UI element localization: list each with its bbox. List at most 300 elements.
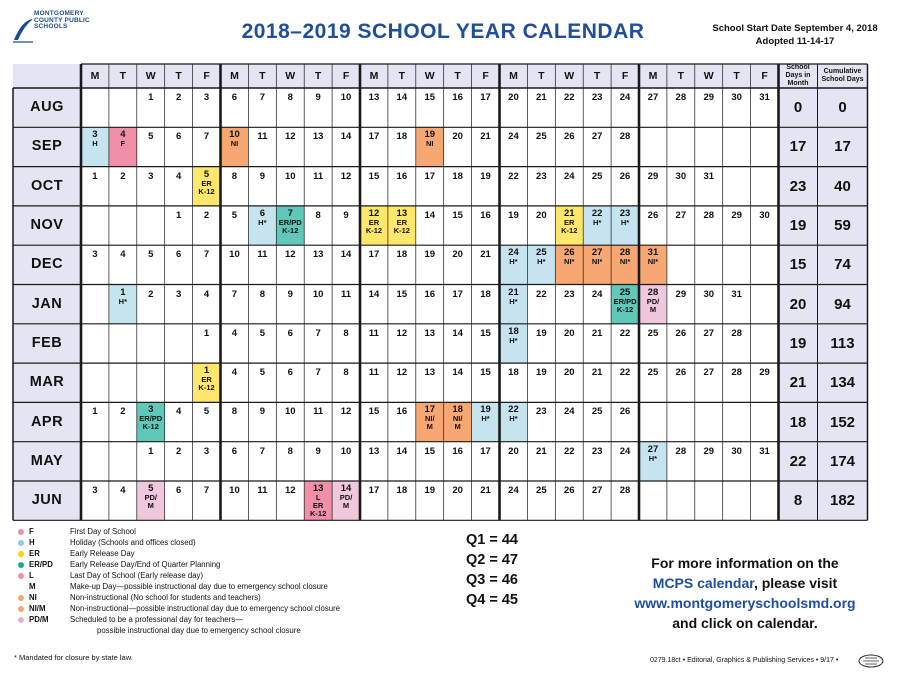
day-number: 18 bbox=[396, 485, 408, 496]
day-number: 16 bbox=[452, 92, 463, 103]
legend-code: NI bbox=[29, 593, 37, 602]
day-code: K-12 bbox=[365, 225, 383, 235]
day-number: 8 bbox=[287, 445, 293, 457]
day-number: 2 bbox=[120, 170, 126, 182]
legend-text: Holiday (Schools and offices closed) bbox=[70, 538, 196, 547]
cumulative-school-days: 134 bbox=[829, 374, 856, 392]
day-number: 30 bbox=[731, 92, 742, 103]
legend-item bbox=[18, 570, 340, 581]
day-number: 23 bbox=[536, 170, 547, 182]
day-number: 7 bbox=[259, 92, 265, 103]
cumulative-school-days: 59 bbox=[834, 217, 851, 235]
union-bug-icon bbox=[858, 654, 884, 668]
legend-dot-icon bbox=[18, 551, 24, 557]
day-number: 27 bbox=[591, 485, 603, 496]
legend-dot-icon bbox=[18, 617, 24, 623]
day-code: ER/PD bbox=[139, 414, 163, 424]
day-number: 20 bbox=[508, 445, 519, 457]
day-code: ER bbox=[396, 217, 408, 227]
day-number: 7 bbox=[315, 367, 321, 379]
day-code: K-12 bbox=[310, 509, 327, 518]
day-number: 17 bbox=[480, 445, 491, 457]
day-number: 14 bbox=[396, 445, 408, 457]
weekday-header: F bbox=[342, 69, 350, 82]
day-number: 27 bbox=[675, 209, 687, 221]
day-number: 13 bbox=[368, 445, 380, 457]
day-number: 10 bbox=[229, 249, 240, 261]
day-number: 14 bbox=[396, 92, 408, 103]
day-number: 28 bbox=[647, 286, 659, 298]
day-number: 14 bbox=[424, 209, 436, 221]
day-number: 31 bbox=[731, 288, 742, 300]
day-number: 27 bbox=[703, 367, 715, 379]
day-number: 18 bbox=[508, 367, 519, 379]
day-number: 4 bbox=[231, 327, 238, 339]
day-number: 13 bbox=[424, 367, 436, 379]
day-number: 6 bbox=[175, 485, 182, 496]
legend-dot-icon bbox=[18, 540, 24, 546]
day-number: 27 bbox=[647, 443, 659, 455]
day-number: 6 bbox=[231, 445, 238, 457]
legend-code: PD/M bbox=[29, 615, 49, 624]
legend-item bbox=[18, 559, 340, 570]
cumulative-school-days: 152 bbox=[829, 413, 856, 431]
day-code: NI/ bbox=[424, 414, 435, 424]
day-number: 26 bbox=[563, 131, 575, 143]
legend-code: ER bbox=[29, 549, 40, 558]
day-number: 11 bbox=[257, 131, 268, 143]
day-code: NI* bbox=[647, 257, 659, 267]
day-number: 5 bbox=[148, 483, 154, 494]
day-number: 7 bbox=[231, 288, 238, 300]
day-number: 27 bbox=[591, 247, 603, 259]
day-number: 16 bbox=[396, 170, 408, 182]
day-number: 27 bbox=[647, 92, 659, 103]
weekday-header: W bbox=[145, 69, 156, 82]
day-code: K-12 bbox=[198, 186, 215, 196]
day-number: 23 bbox=[536, 406, 547, 418]
info-line4: and click on calendar. bbox=[672, 615, 818, 631]
day-number: 10 bbox=[284, 406, 296, 418]
day-code: ER/PD bbox=[613, 296, 637, 306]
day-number: 19 bbox=[536, 327, 547, 339]
month-label: NOV bbox=[30, 217, 64, 234]
day-number: 28 bbox=[703, 209, 715, 221]
day-number: 26 bbox=[675, 327, 687, 339]
day-number: 25 bbox=[591, 406, 603, 418]
month-label: AUG bbox=[30, 99, 64, 116]
month-label: MAR bbox=[29, 374, 65, 391]
day-number: 7 bbox=[203, 485, 210, 496]
day-number: 25 bbox=[591, 170, 603, 182]
day-code: NI* bbox=[564, 257, 575, 267]
weekday-header: T bbox=[398, 69, 406, 82]
weekday-header: T bbox=[454, 69, 461, 82]
day-code: H* bbox=[648, 453, 658, 463]
day-number: 9 bbox=[315, 92, 321, 103]
day-code: H* bbox=[509, 414, 518, 424]
day-number: 12 bbox=[396, 367, 408, 379]
day-number: 30 bbox=[759, 209, 770, 221]
day-code: M bbox=[426, 422, 433, 432]
day-number: 16 bbox=[424, 288, 436, 300]
day-number: 4 bbox=[175, 170, 182, 182]
legend-item bbox=[18, 603, 340, 614]
day-number: 4 bbox=[231, 367, 238, 379]
day-number: 29 bbox=[703, 92, 715, 103]
legend-text: Scheduled to be a professional day for teachers— bbox=[70, 615, 243, 624]
legend-dot-icon bbox=[18, 595, 24, 601]
day-number: 15 bbox=[480, 327, 491, 339]
month-label: MAY bbox=[30, 452, 64, 469]
day-number: 21 bbox=[563, 207, 575, 219]
month-label: OCT bbox=[30, 177, 64, 194]
school-days-in-month: 19 bbox=[789, 217, 807, 235]
quarter-4: Q4 = 45 bbox=[466, 592, 518, 608]
legend-code: L bbox=[29, 571, 34, 580]
day-code: ER bbox=[201, 178, 212, 188]
day-number: 29 bbox=[675, 288, 687, 300]
day-number: 22 bbox=[508, 404, 519, 416]
day-code: K-12 bbox=[198, 383, 215, 393]
day-number: 27 bbox=[591, 131, 603, 143]
month-label: JAN bbox=[31, 295, 63, 312]
day-number: 28 bbox=[619, 247, 631, 259]
day-number: 13 bbox=[312, 483, 324, 494]
day-number: 15 bbox=[396, 288, 408, 300]
day-number: 14 bbox=[340, 131, 352, 143]
day-number: 16 bbox=[396, 406, 408, 418]
day-number: 12 bbox=[340, 170, 352, 182]
legend-text: Early Release Day/End of Quarter Planning bbox=[70, 560, 221, 569]
school-days-header: School Days in Month bbox=[785, 64, 811, 87]
day-number: 2 bbox=[120, 406, 126, 418]
day-number: 6 bbox=[175, 249, 182, 261]
day-number: 19 bbox=[536, 367, 547, 379]
day-number: 15 bbox=[368, 406, 380, 418]
weekday-header: T bbox=[119, 69, 127, 82]
day-number: 21 bbox=[480, 249, 491, 261]
day-number: 10 bbox=[312, 288, 324, 300]
day-number: 5 bbox=[148, 131, 154, 143]
day-number: 9 bbox=[315, 445, 321, 457]
day-number: 22 bbox=[619, 367, 631, 379]
day-number: 31 bbox=[759, 445, 770, 457]
day-number: 22 bbox=[563, 92, 575, 103]
day-number: 29 bbox=[759, 367, 770, 379]
day-number: 1 bbox=[203, 365, 210, 377]
day-code: H* bbox=[258, 217, 267, 227]
day-number: 23 bbox=[563, 288, 575, 300]
day-code: ER bbox=[368, 217, 380, 227]
school-days-in-month: 20 bbox=[789, 295, 807, 313]
day-code: PD/ bbox=[144, 493, 157, 502]
day-number: 8 bbox=[259, 288, 265, 300]
day-number: 23 bbox=[591, 445, 603, 457]
day-number: 18 bbox=[452, 170, 463, 182]
day-number: 24 bbox=[508, 131, 519, 143]
day-code: H* bbox=[481, 414, 490, 424]
day-number: 8 bbox=[343, 367, 349, 379]
day-number: 6 bbox=[287, 367, 293, 379]
weekday-header: W bbox=[564, 69, 575, 82]
month-label: APR bbox=[30, 413, 64, 430]
day-number: 18 bbox=[480, 288, 491, 300]
day-number: 4 bbox=[175, 406, 182, 418]
day-number: 3 bbox=[92, 485, 98, 496]
day-number: 20 bbox=[536, 209, 547, 221]
day-code: F bbox=[120, 139, 126, 149]
day-number: 6 bbox=[231, 92, 238, 103]
day-code: K-12 bbox=[393, 225, 410, 235]
day-code: NI bbox=[425, 139, 434, 149]
day-code: NI/ bbox=[452, 414, 463, 424]
weekday-header: M bbox=[90, 69, 100, 82]
day-code: ER bbox=[564, 217, 575, 227]
day-number: 20 bbox=[452, 249, 463, 261]
day-number: 29 bbox=[647, 170, 659, 182]
day-number: 26 bbox=[675, 367, 687, 379]
day-number: 16 bbox=[480, 209, 491, 221]
page-title: 2018–2019 SCHOOL YEAR CALENDAR bbox=[241, 20, 645, 43]
day-code: M bbox=[147, 501, 154, 510]
day-number: 11 bbox=[368, 327, 379, 339]
day-number: 2 bbox=[175, 92, 182, 103]
quarter-3: Q3 = 46 bbox=[466, 572, 518, 588]
cumulative-school-days: 74 bbox=[834, 256, 851, 274]
day-number: 24 bbox=[591, 288, 603, 300]
day-number: 14 bbox=[340, 483, 352, 494]
weekday-header: W bbox=[285, 69, 296, 82]
website-link[interactable]: www.montgomeryschoolsmd.org bbox=[634, 595, 856, 611]
day-number: 13 bbox=[312, 249, 324, 261]
day-number: 10 bbox=[229, 129, 240, 141]
logo-line3: SCHOOLS bbox=[34, 23, 68, 30]
day-number: 1 bbox=[92, 170, 98, 182]
day-number: 13 bbox=[424, 327, 436, 339]
day-number: 26 bbox=[647, 209, 659, 221]
adopted-date: Adopted 11-14-17 bbox=[755, 36, 835, 47]
day-number: 3 bbox=[175, 288, 182, 300]
day-number: 19 bbox=[480, 404, 491, 416]
cumulative-school-days: 40 bbox=[834, 177, 851, 195]
day-number: 1 bbox=[175, 209, 182, 221]
day-number: 12 bbox=[284, 485, 296, 496]
weekday-header: T bbox=[538, 69, 545, 82]
day-number: 20 bbox=[508, 92, 519, 103]
info-line1: For more information on the bbox=[651, 555, 839, 571]
weekday-header: F bbox=[761, 69, 768, 82]
day-code: L bbox=[315, 493, 321, 502]
day-number: 6 bbox=[259, 207, 265, 219]
day-code: H* bbox=[509, 257, 518, 267]
legend-code: F bbox=[29, 527, 34, 536]
day-code: K-12 bbox=[561, 225, 578, 235]
legend-text: Last Day of School (Early release day) bbox=[70, 571, 204, 580]
day-number: 4 bbox=[120, 129, 126, 141]
day-number: 31 bbox=[703, 170, 715, 182]
day-number: 28 bbox=[619, 131, 631, 143]
day-number: 7 bbox=[203, 131, 210, 143]
legend-text: Non-instructional—possible instructional day due to emergency school closure bbox=[70, 604, 340, 613]
day-number: 24 bbox=[563, 170, 575, 182]
day-code: M bbox=[454, 422, 461, 432]
day-number: 6 bbox=[175, 131, 182, 143]
start-date: School Start Date September 4, 2018 bbox=[712, 23, 878, 34]
day-number: 17 bbox=[424, 170, 436, 182]
day-number: 22 bbox=[563, 445, 575, 457]
day-number: 19 bbox=[424, 249, 436, 261]
day-number: 29 bbox=[703, 445, 715, 457]
day-number: 1 bbox=[120, 286, 126, 298]
day-number: 22 bbox=[536, 288, 547, 300]
info-line2-rest: , please visit bbox=[753, 575, 838, 591]
day-number: 28 bbox=[619, 485, 631, 496]
day-code: ER bbox=[201, 375, 212, 385]
weekday-header: F bbox=[203, 69, 210, 82]
day-number: 11 bbox=[313, 406, 324, 418]
weekday-header: M bbox=[648, 69, 658, 82]
day-number: 24 bbox=[563, 406, 575, 418]
day-number: 13 bbox=[312, 131, 324, 143]
day-code: K-12 bbox=[142, 422, 159, 432]
day-number: 16 bbox=[452, 445, 463, 457]
day-code: M bbox=[342, 501, 350, 510]
legend-dot-icon bbox=[18, 584, 24, 590]
quarter-2: Q2 = 47 bbox=[466, 552, 518, 568]
day-number: 10 bbox=[340, 92, 352, 103]
day-number: 19 bbox=[424, 129, 436, 141]
month-label: DEC bbox=[30, 256, 64, 273]
day-code: H* bbox=[118, 296, 127, 306]
day-number: 22 bbox=[508, 170, 519, 182]
school-days-in-month: 21 bbox=[789, 374, 807, 392]
school-days-in-month: 22 bbox=[789, 452, 807, 470]
day-number: 9 bbox=[259, 170, 265, 182]
weekday-header: T bbox=[593, 69, 601, 82]
day-number: 1 bbox=[148, 92, 154, 103]
day-number: 21 bbox=[536, 92, 547, 103]
day-number: 24 bbox=[508, 247, 519, 259]
legend-code: M bbox=[29, 582, 36, 591]
day-number: 8 bbox=[343, 327, 349, 339]
day-number: 30 bbox=[703, 288, 715, 300]
day-number: 6 bbox=[287, 327, 293, 339]
weekday-header: M bbox=[509, 69, 518, 82]
weekday-header: F bbox=[621, 69, 629, 82]
day-number: 22 bbox=[619, 327, 631, 339]
day-number: 26 bbox=[619, 406, 631, 418]
day-number: 15 bbox=[424, 92, 436, 103]
day-number: 14 bbox=[368, 288, 380, 300]
day-number: 26 bbox=[563, 485, 575, 496]
cumulative-school-days: 182 bbox=[829, 492, 856, 510]
day-number: 26 bbox=[563, 247, 575, 259]
day-number: 11 bbox=[257, 485, 268, 496]
weekday-header: T bbox=[175, 69, 182, 82]
cumulative-header: Cumulative School Days bbox=[821, 68, 864, 83]
legend-dot-icon bbox=[18, 562, 24, 568]
weekday-header: F bbox=[482, 69, 489, 82]
day-number: 24 bbox=[619, 92, 631, 103]
day-number: 15 bbox=[452, 209, 463, 221]
legend-dot-icon bbox=[18, 606, 24, 612]
day-number: 3 bbox=[148, 170, 154, 182]
cumulative-school-days: 174 bbox=[829, 452, 856, 470]
day-number: 28 bbox=[731, 367, 742, 379]
weekday-header: T bbox=[733, 69, 740, 82]
day-number: 24 bbox=[619, 445, 631, 457]
day-number: 12 bbox=[368, 207, 380, 219]
day-number: 1 bbox=[148, 445, 154, 457]
day-number: 7 bbox=[203, 249, 210, 261]
day-code: NI bbox=[230, 139, 239, 149]
day-number: 14 bbox=[452, 327, 463, 339]
day-number: 19 bbox=[508, 209, 519, 221]
day-number: 5 bbox=[148, 249, 154, 261]
day-number: 15 bbox=[368, 170, 380, 182]
day-number: 19 bbox=[424, 485, 436, 496]
cumulative-school-days: 113 bbox=[830, 334, 855, 352]
day-number: 5 bbox=[203, 168, 210, 180]
day-number: 17 bbox=[368, 485, 380, 496]
day-number: 4 bbox=[203, 288, 210, 300]
day-number: 10 bbox=[229, 485, 240, 496]
weekday-header: T bbox=[677, 69, 685, 82]
school-days-in-month: 0 bbox=[793, 99, 803, 117]
day-number: 11 bbox=[341, 288, 352, 300]
day-number: 20 bbox=[452, 485, 463, 496]
day-number: 11 bbox=[368, 367, 379, 379]
weekday-header: M bbox=[230, 69, 239, 82]
day-code: H* bbox=[509, 335, 518, 345]
day-number: 17 bbox=[368, 249, 380, 261]
day-code: H* bbox=[509, 296, 518, 306]
day-number: 1 bbox=[203, 327, 210, 339]
day-number: 21 bbox=[508, 286, 519, 298]
legend-text: First Day of School bbox=[70, 527, 136, 536]
day-number: 20 bbox=[563, 327, 575, 339]
school-days-in-month: 8 bbox=[793, 492, 803, 510]
day-number: 9 bbox=[287, 288, 293, 300]
weekday-header: W bbox=[424, 69, 435, 82]
day-number: 5 bbox=[203, 406, 210, 418]
school-days-in-month: 23 bbox=[789, 177, 807, 195]
day-number: 30 bbox=[731, 445, 742, 457]
day-number: 1 bbox=[92, 406, 98, 418]
day-number: 28 bbox=[675, 92, 687, 103]
day-code: ER/PD bbox=[278, 217, 302, 227]
legend-item bbox=[18, 526, 340, 537]
day-code: PD/ bbox=[646, 296, 660, 306]
day-number: 17 bbox=[452, 288, 463, 300]
cumulative-school-days: 17 bbox=[834, 138, 851, 156]
day-number: 26 bbox=[619, 170, 631, 182]
day-code: NI* bbox=[619, 257, 631, 267]
mcps-calendar-link[interactable]: MCPS calendar bbox=[652, 575, 754, 591]
day-number: 23 bbox=[591, 92, 603, 103]
legend-code: H bbox=[29, 538, 35, 547]
legend-text: Early Release Day bbox=[70, 549, 135, 558]
day-number: 25 bbox=[536, 247, 547, 259]
day-number: 3 bbox=[148, 404, 154, 416]
day-code: ER bbox=[312, 501, 324, 510]
month-label: FEB bbox=[31, 334, 63, 351]
cumulative-school-days: 94 bbox=[834, 295, 851, 313]
day-number: 14 bbox=[452, 367, 463, 379]
day-number: 8 bbox=[315, 209, 321, 221]
day-number: 3 bbox=[203, 92, 210, 103]
